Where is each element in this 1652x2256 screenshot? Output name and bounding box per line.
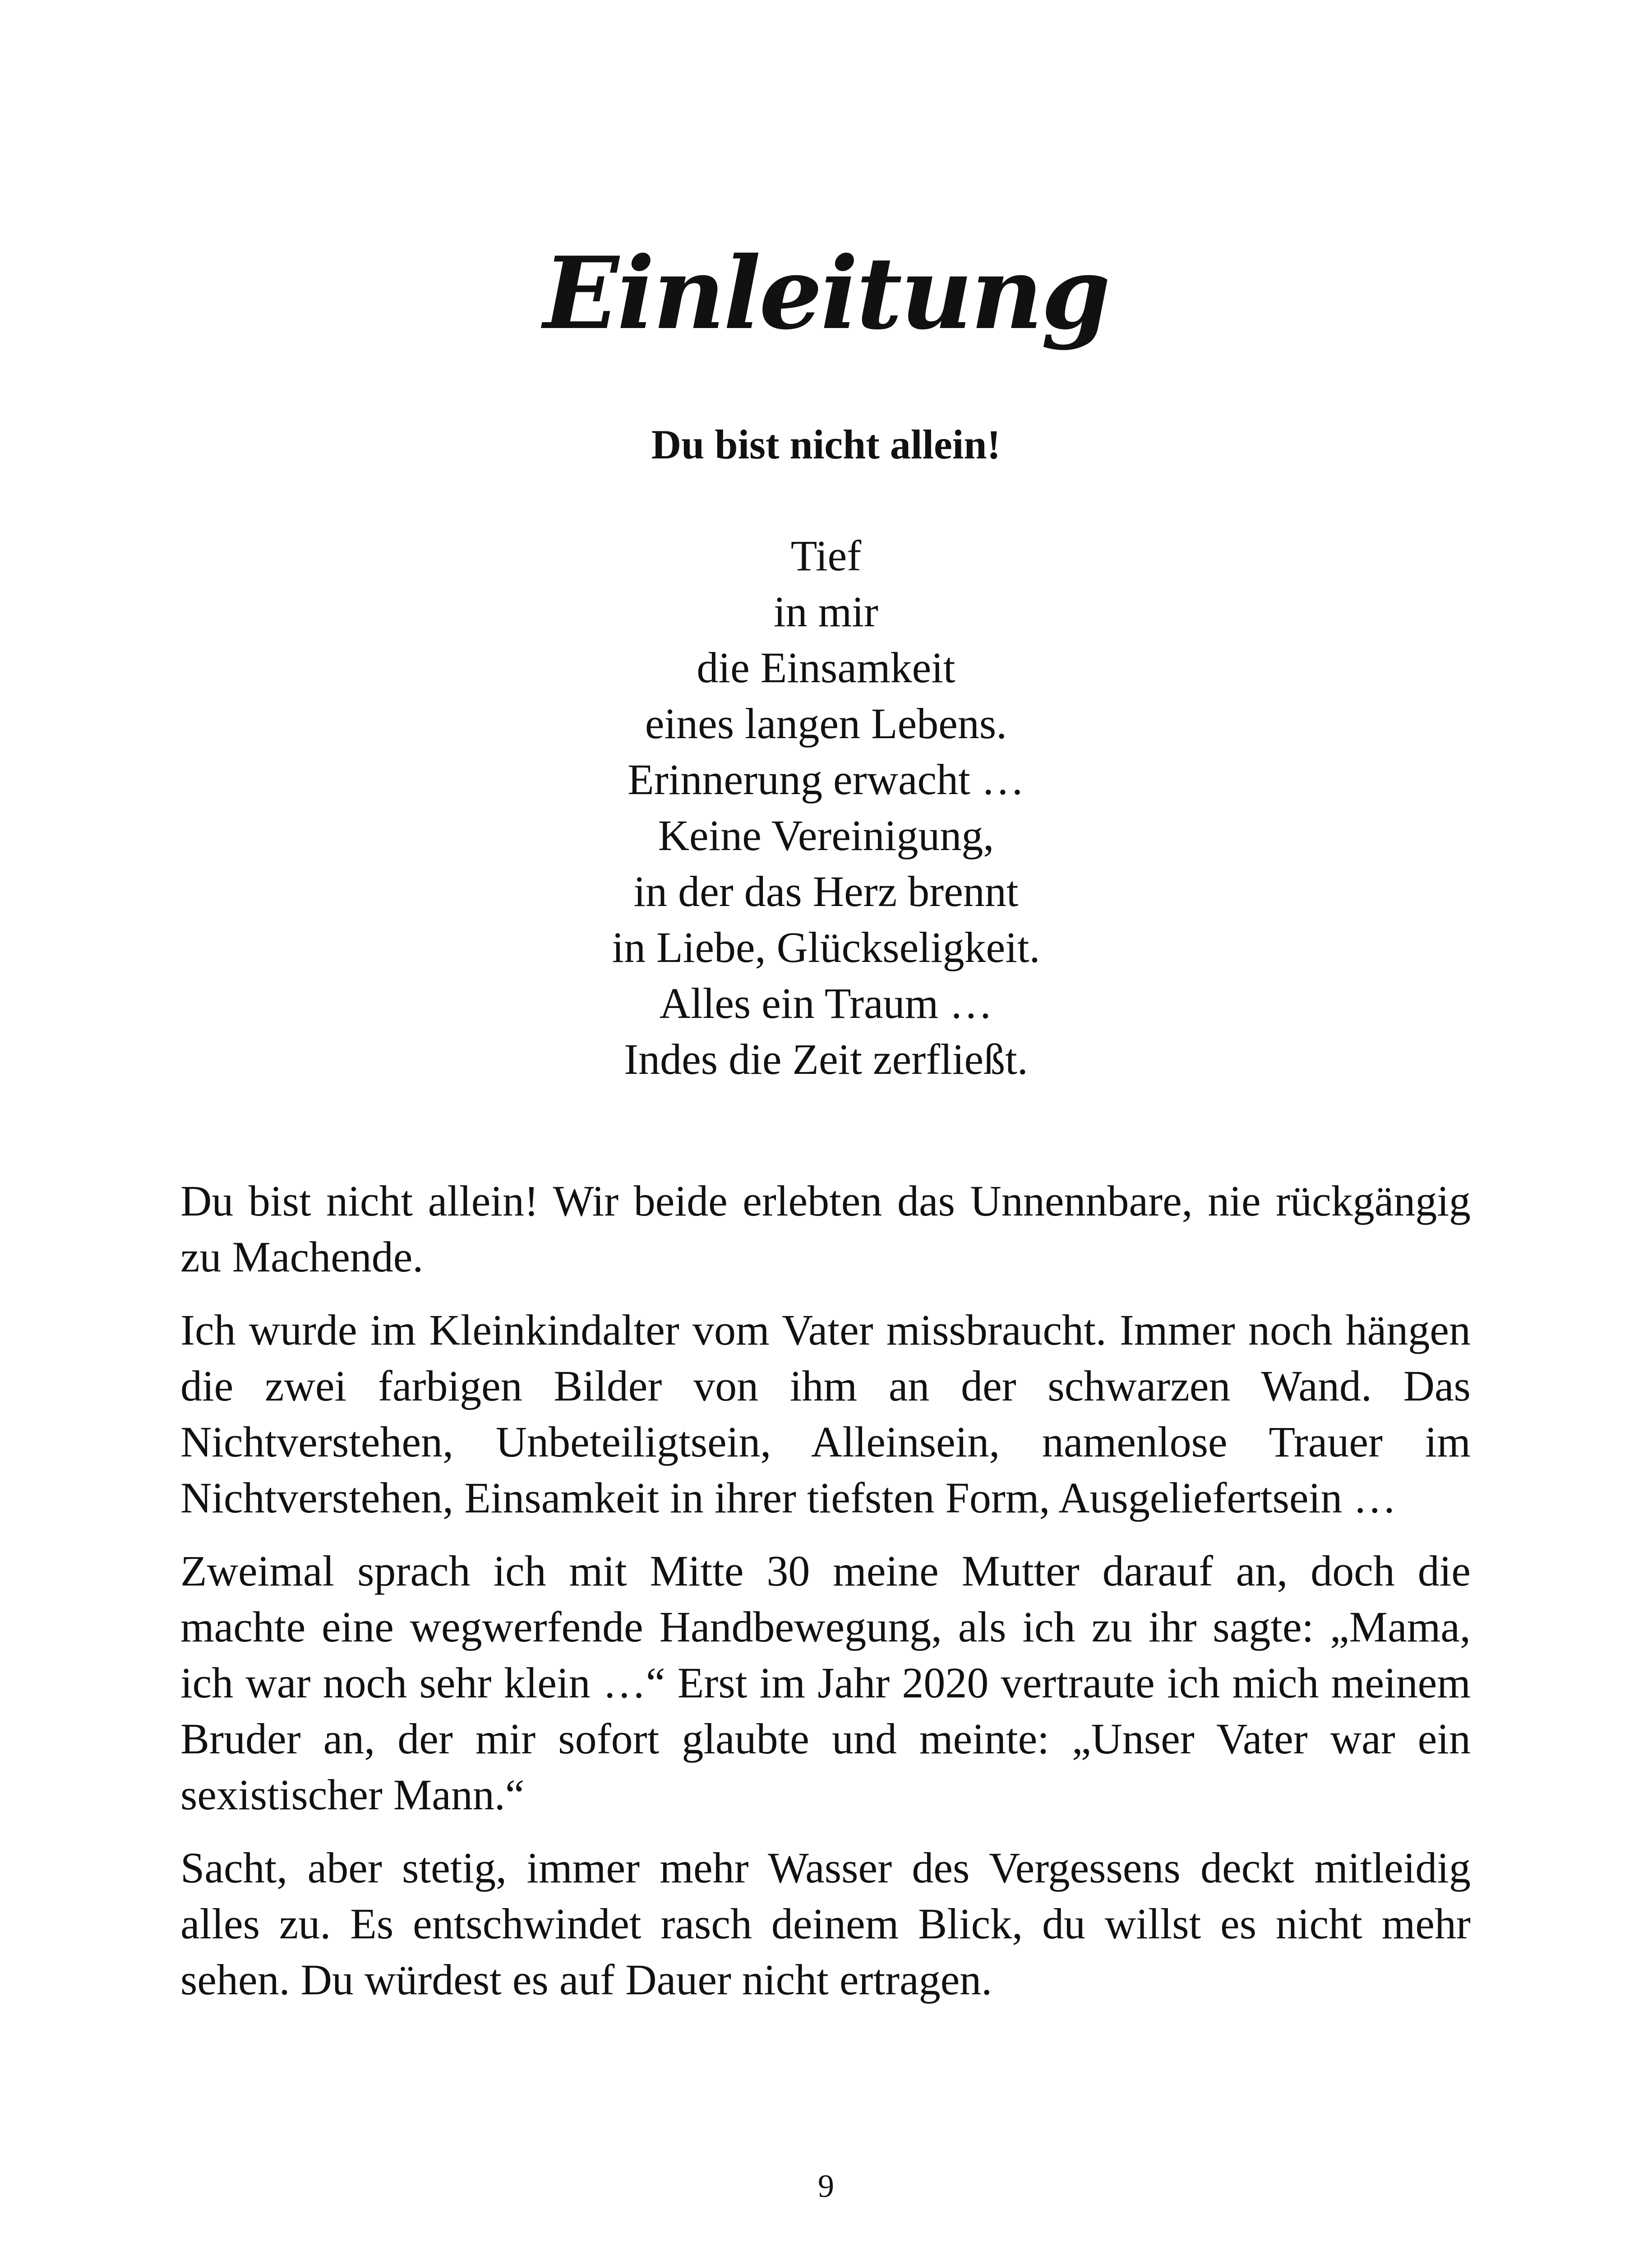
poem-line: Erinnerung erwacht … <box>628 755 1024 804</box>
paragraph: Du bist nicht allein! Wir beide erlebten das Unnennbare, nie rückgängig zu Machende. <box>180 1177 1471 1281</box>
poem-line: in mir <box>774 587 878 636</box>
poem-line: Alles ein Traum … <box>659 979 993 1027</box>
paragraph: Ich wurde im Kleinkindalter vom Vater missbraucht. Immer noch hängen die zwei farbigen Bilder von ihm an der schwarzen Wand. Das Nichtverstehen, Unbeteiligtsein, Alleinsein, namenlose Trauer im Nichtverstehen, Einsamkeit in ihrer tiefsten Form, Ausgeliefertsein … <box>180 1306 1471 1522</box>
body-text <box>180 1173 1471 2025</box>
section-subtitle: Du bist nicht allein! <box>651 421 1001 467</box>
paragraph: Zweimal sprach ich mit Mitte 30 meine Mutter darauf an, doch die machte eine wegwerfende Handbewegung, als ich zu ihr sagte: „Mama, ich war noch sehr klein …“ Erst im Jahr 2020 vertraute ich mich meinem Bruder an, der mir sofort glaubte und meinte: „Unser Vater war ein sexistischer Mann.“ <box>180 1547 1471 1819</box>
page-number: 9 <box>818 2168 834 2204</box>
paragraph: Sacht, aber stetig, immer mehr Wasser des Vergessens deckt mitleidig alles zu. Es entschwindet rasch deinem Blick, du willst es nicht mehr sehen. Du würdest es auf Dauer nicht ertragen. <box>180 1844 1471 2004</box>
poem <box>0 528 1652 1087</box>
poem-line: in Liebe, Glückseligkeit. <box>612 923 1040 971</box>
chapter-title: Einleitung <box>543 235 1109 351</box>
poem-line: die Einsamkeit <box>697 643 955 692</box>
poem-line: eines langen Lebens. <box>645 699 1007 748</box>
poem-line: Keine Vereinigung, <box>658 811 994 860</box>
poem-line: Tief <box>790 532 862 580</box>
poem-line: Indes die Zeit zerfließt. <box>624 1035 1028 1083</box>
poem-line: in der das Herz brennt <box>633 867 1019 915</box>
